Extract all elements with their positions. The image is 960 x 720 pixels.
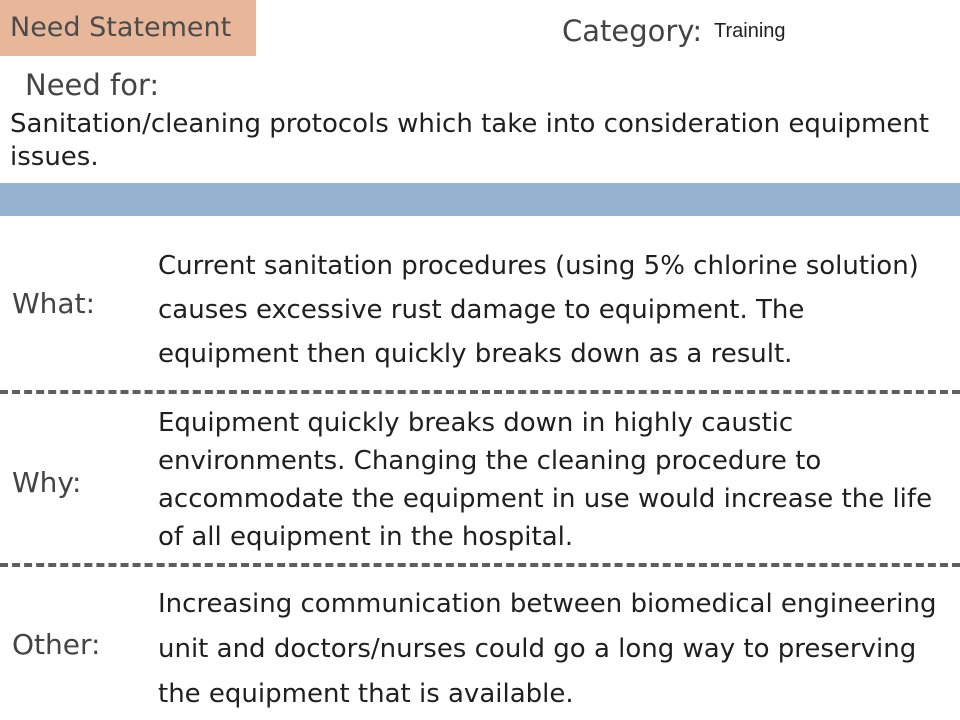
why-label: Why: [12, 466, 82, 499]
other-label: Other: [12, 628, 101, 661]
need-for-text: Sanitation/cleaning protocols which take into consideration equipment issues. [10, 109, 930, 172]
what-label: What: [12, 287, 96, 320]
category-label: Category: [562, 14, 703, 48]
need-for-label: Need for: [25, 68, 160, 102]
section-divider-band [0, 183, 960, 216]
category-value: Training [714, 20, 786, 42]
need-statement-badge: Need Statement [0, 0, 256, 56]
other-text: Increasing communication between biomedical engineering unit and doctors/nurses could go a long way to preserving the equipment that is available. [158, 589, 937, 709]
dashed-divider [0, 390, 960, 394]
why-text: Equipment quickly breaks down in highly caustic environments. Changing the cleaning procedure to accommodate the equipment in use would increase the life of all equipment in the hospital. [158, 408, 933, 552]
dashed-divider [0, 563, 960, 567]
what-text: Current sanitation procedures (using 5% chlorine solution) causes excessive rust damage to equipment. The equipment then quickly breaks down as a result. [158, 251, 919, 369]
